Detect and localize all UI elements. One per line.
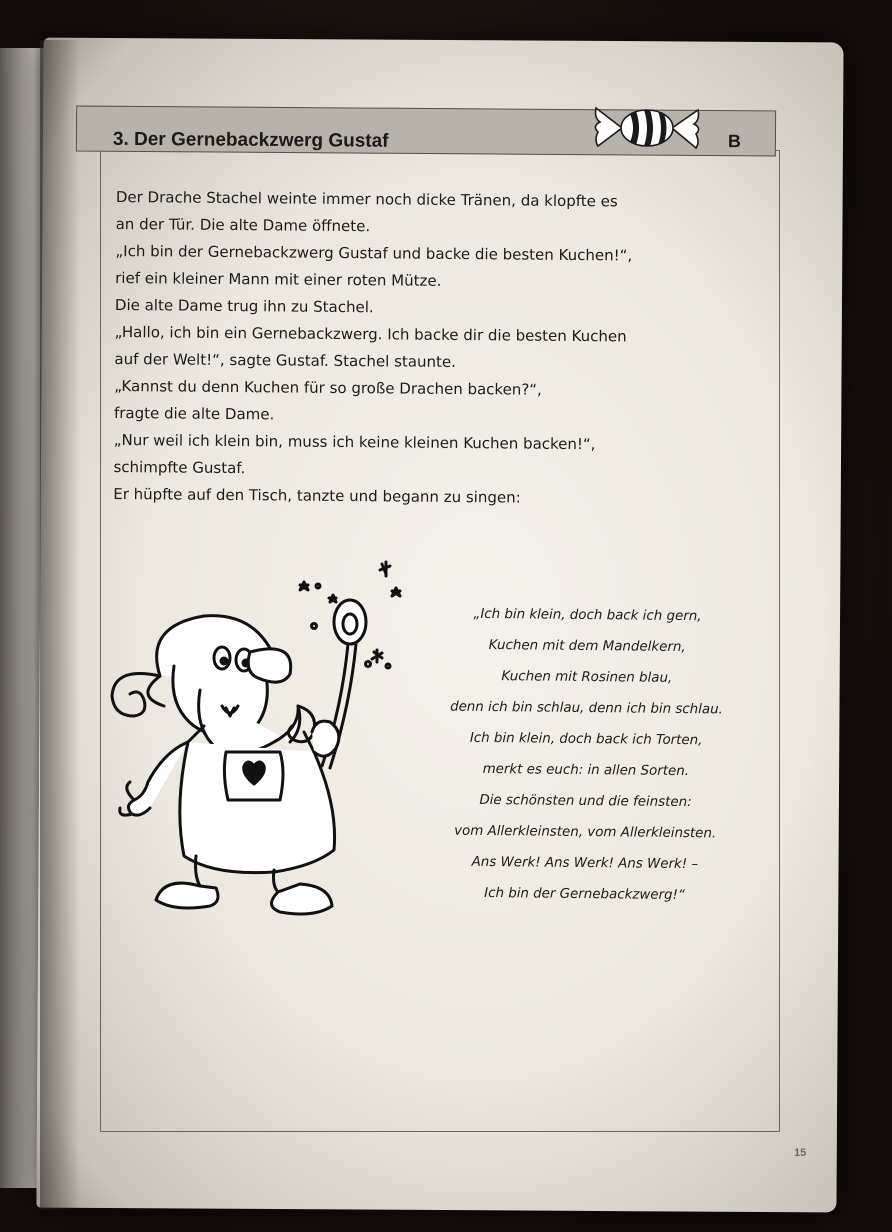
story-line: an der Tür. Die alte Dame öffnete. (115, 214, 371, 236)
poem-line: Ich bin klein, doch back ich Torten, (469, 730, 703, 749)
page-number: 15 (794, 1147, 807, 1159)
story-line: Der Drache Stachel weinte immer noch dicke Tränen, da klopfte es (115, 187, 618, 211)
poem-line: denn ich bin schlau, denn ich bin schlau. (450, 699, 723, 718)
poem-line: Ich bin der Gernebackzwerg!“ (484, 885, 685, 904)
story-line: Die alte Dame trug ihn zu Stachel. (114, 295, 374, 317)
story-line: „Kannst du denn Kuchen für so große Drachen backen?“, (114, 376, 542, 399)
story-text (113, 184, 716, 513)
story-line: fragte die alte Dame. (113, 403, 275, 424)
chapter-title: 3. Der Gernebackzwerg Gustaf (112, 128, 389, 152)
story-line: „Hallo, ich bin ein Gernebackzwerg. Ich backe dir die besten Kuchen (114, 322, 627, 346)
story-line: schimpfte Gustaf. (113, 457, 246, 478)
poem-line: merkt es euch: in allen Sorten. (482, 761, 690, 780)
poem-line: Kuchen mit Rosinen blau, (501, 669, 673, 686)
story-line: rief ein kleiner Mann mit einer roten Mütze. (115, 268, 442, 290)
story-line: „Nur weil ich klein bin, muss ich keine kleinen Kuchen backen!“, (113, 430, 596, 454)
poem-line: vom Allerkleinsten, vom Allerkleinsten. (454, 823, 717, 842)
poem-line: Die schönsten und die feinsten: (479, 792, 692, 811)
story-line: Er hüpfte auf den Tisch, tanzte und begann zu singen: (113, 484, 521, 507)
candy-icon (592, 98, 702, 158)
poem-line: Ans Werk! Ans Werk! Ans Werk! – (471, 854, 699, 873)
baking-dwarf-illustration (104, 556, 434, 916)
poem (424, 598, 747, 911)
poem-line: „Ich bin klein, doch back ich gern, (473, 606, 702, 625)
level-letter: B (727, 131, 742, 152)
story-line: auf der Welt!“, sagte Gustaf. Stachel staunte. (114, 349, 456, 371)
story-line: „Ich bin der Gernebackzwerg Gustaf und backe die besten Kuchen!“, (115, 241, 633, 265)
poem-line: Kuchen mit dem Mandelkern, (488, 637, 686, 656)
